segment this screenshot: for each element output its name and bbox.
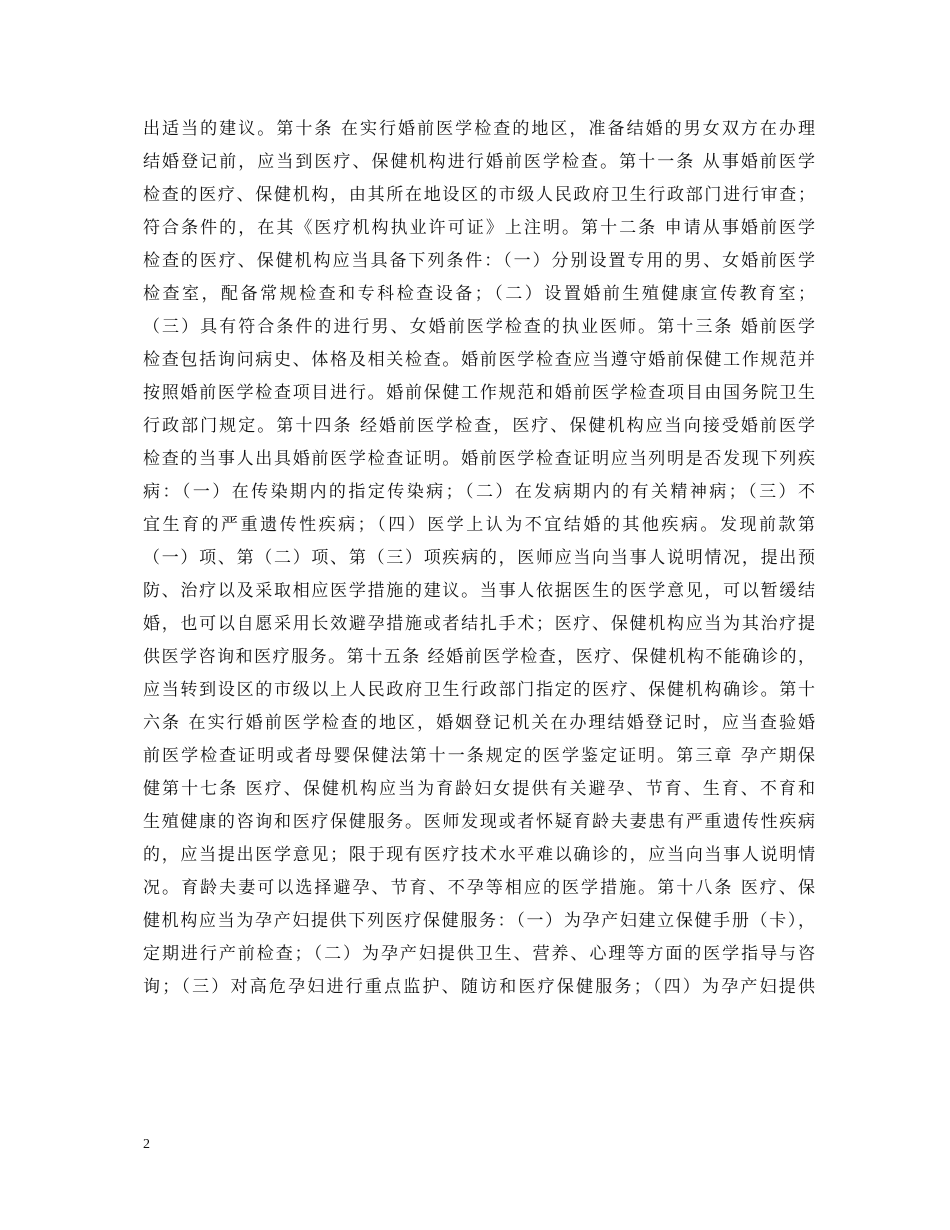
text-line: 健机构应当为孕产妇提供下列医疗保健服务：（一）为孕产妇建立保健手册（卡），: [143, 911, 815, 931]
body-text: [143, 113, 815, 1004]
text-line: 病：（一）在传染期内的指定传染病；（二）在发病期内的有关精神病；（三）不: [143, 482, 815, 502]
text-line: 防、治疗以及采取相应医学措施的建议。当事人依据医生的医学意见，可以暂缓结: [143, 581, 815, 601]
text-line: 况。育龄夫妻可以选择避孕、节育、不孕等相应的医学措施。第十八条 医疗、保: [143, 878, 815, 898]
text-line: 的，应当提出医学意见；限于现有医疗技术水平难以确诊的，应当向当事人说明情: [143, 845, 815, 865]
text-line: 宜生育的严重遗传性疾病；（四）医学上认为不宜结婚的其他疾病。发现前款第: [143, 515, 815, 535]
page-number: 2: [143, 1137, 150, 1152]
text-line: 检查室，配备常规检查和专科检查设备；（二）设置婚前生殖健康宣传教育室；: [143, 284, 815, 304]
text-line: 检查包括询问病史、体格及相关检查。婚前医学检查应当遵守婚前保健工作规范并: [143, 350, 815, 370]
text-line: 供医学咨询和医疗服务。第十五条 经婚前医学检查，医疗、保健机构不能确诊的，: [143, 647, 815, 667]
text-line: 生殖健康的咨询和医疗保健服务。医师发现或者怀疑育龄夫妻患有严重遗传性疾病: [143, 812, 815, 832]
text-line: （三）具有符合条件的进行男、女婚前医学检查的执业医师。第十三条 婚前医学: [143, 317, 815, 337]
text-line: 检查的当事人出具婚前医学检查证明。婚前医学检查证明应当列明是否发现下列疾: [143, 449, 815, 469]
text-line: （一）项、第（二）项、第（三）项疾病的，医师应当向当事人说明情况，提出预: [143, 548, 815, 568]
text-line: 按照婚前医学检查项目进行。婚前保健工作规范和婚前医学检查项目由国务院卫生: [143, 383, 815, 403]
text-line: 出适当的建议。第十条 在实行婚前医学检查的地区，准备结婚的男女双方在办理: [143, 119, 815, 139]
text-line: 行政部门规定。第十四条 经婚前医学检查，医疗、保健机构应当向接受婚前医学: [143, 416, 815, 436]
text-line: 询；（三）对高危孕妇进行重点监护、随访和医疗保健服务；（四）为孕产妇提供: [143, 977, 815, 997]
text-line: 定期进行产前检查；（二）为孕产妇提供卫生、营养、心理等方面的医学指导与咨: [143, 944, 815, 964]
text-line: 健第十七条 医疗、保健机构应当为育龄妇女提供有关避孕、节育、生育、不育和: [143, 779, 815, 799]
text-line: 应当转到设区的市级以上人民政府卫生行政部门指定的医疗、保健机构确诊。第十: [143, 680, 815, 700]
text-line: 结婚登记前，应当到医疗、保健机构进行婚前医学检查。第十一条 从事婚前医学: [143, 152, 815, 172]
text-line: 符合条件的，在其《医疗机构执业许可证》上注明。第十二条 申请从事婚前医学: [143, 218, 815, 238]
text-line: 六条 在实行婚前医学检查的地区，婚姻登记机关在办理结婚登记时，应当查验婚: [143, 713, 815, 733]
text-line: 检查的医疗、保健机构应当具备下列条件：（一）分别设置专用的男、女婚前医学: [143, 251, 815, 271]
text-line: 检查的医疗、保健机构，由其所在地设区的市级人民政府卫生行政部门进行审查；: [143, 185, 815, 205]
text-line: 前医学检查证明或者母婴保健法第十一条规定的医学鉴定证明。第三章 孕产期保: [143, 746, 815, 766]
text-line: 婚，也可以自愿采用长效避孕措施或者结扎手术；医疗、保健机构应当为其治疗提: [143, 614, 815, 634]
